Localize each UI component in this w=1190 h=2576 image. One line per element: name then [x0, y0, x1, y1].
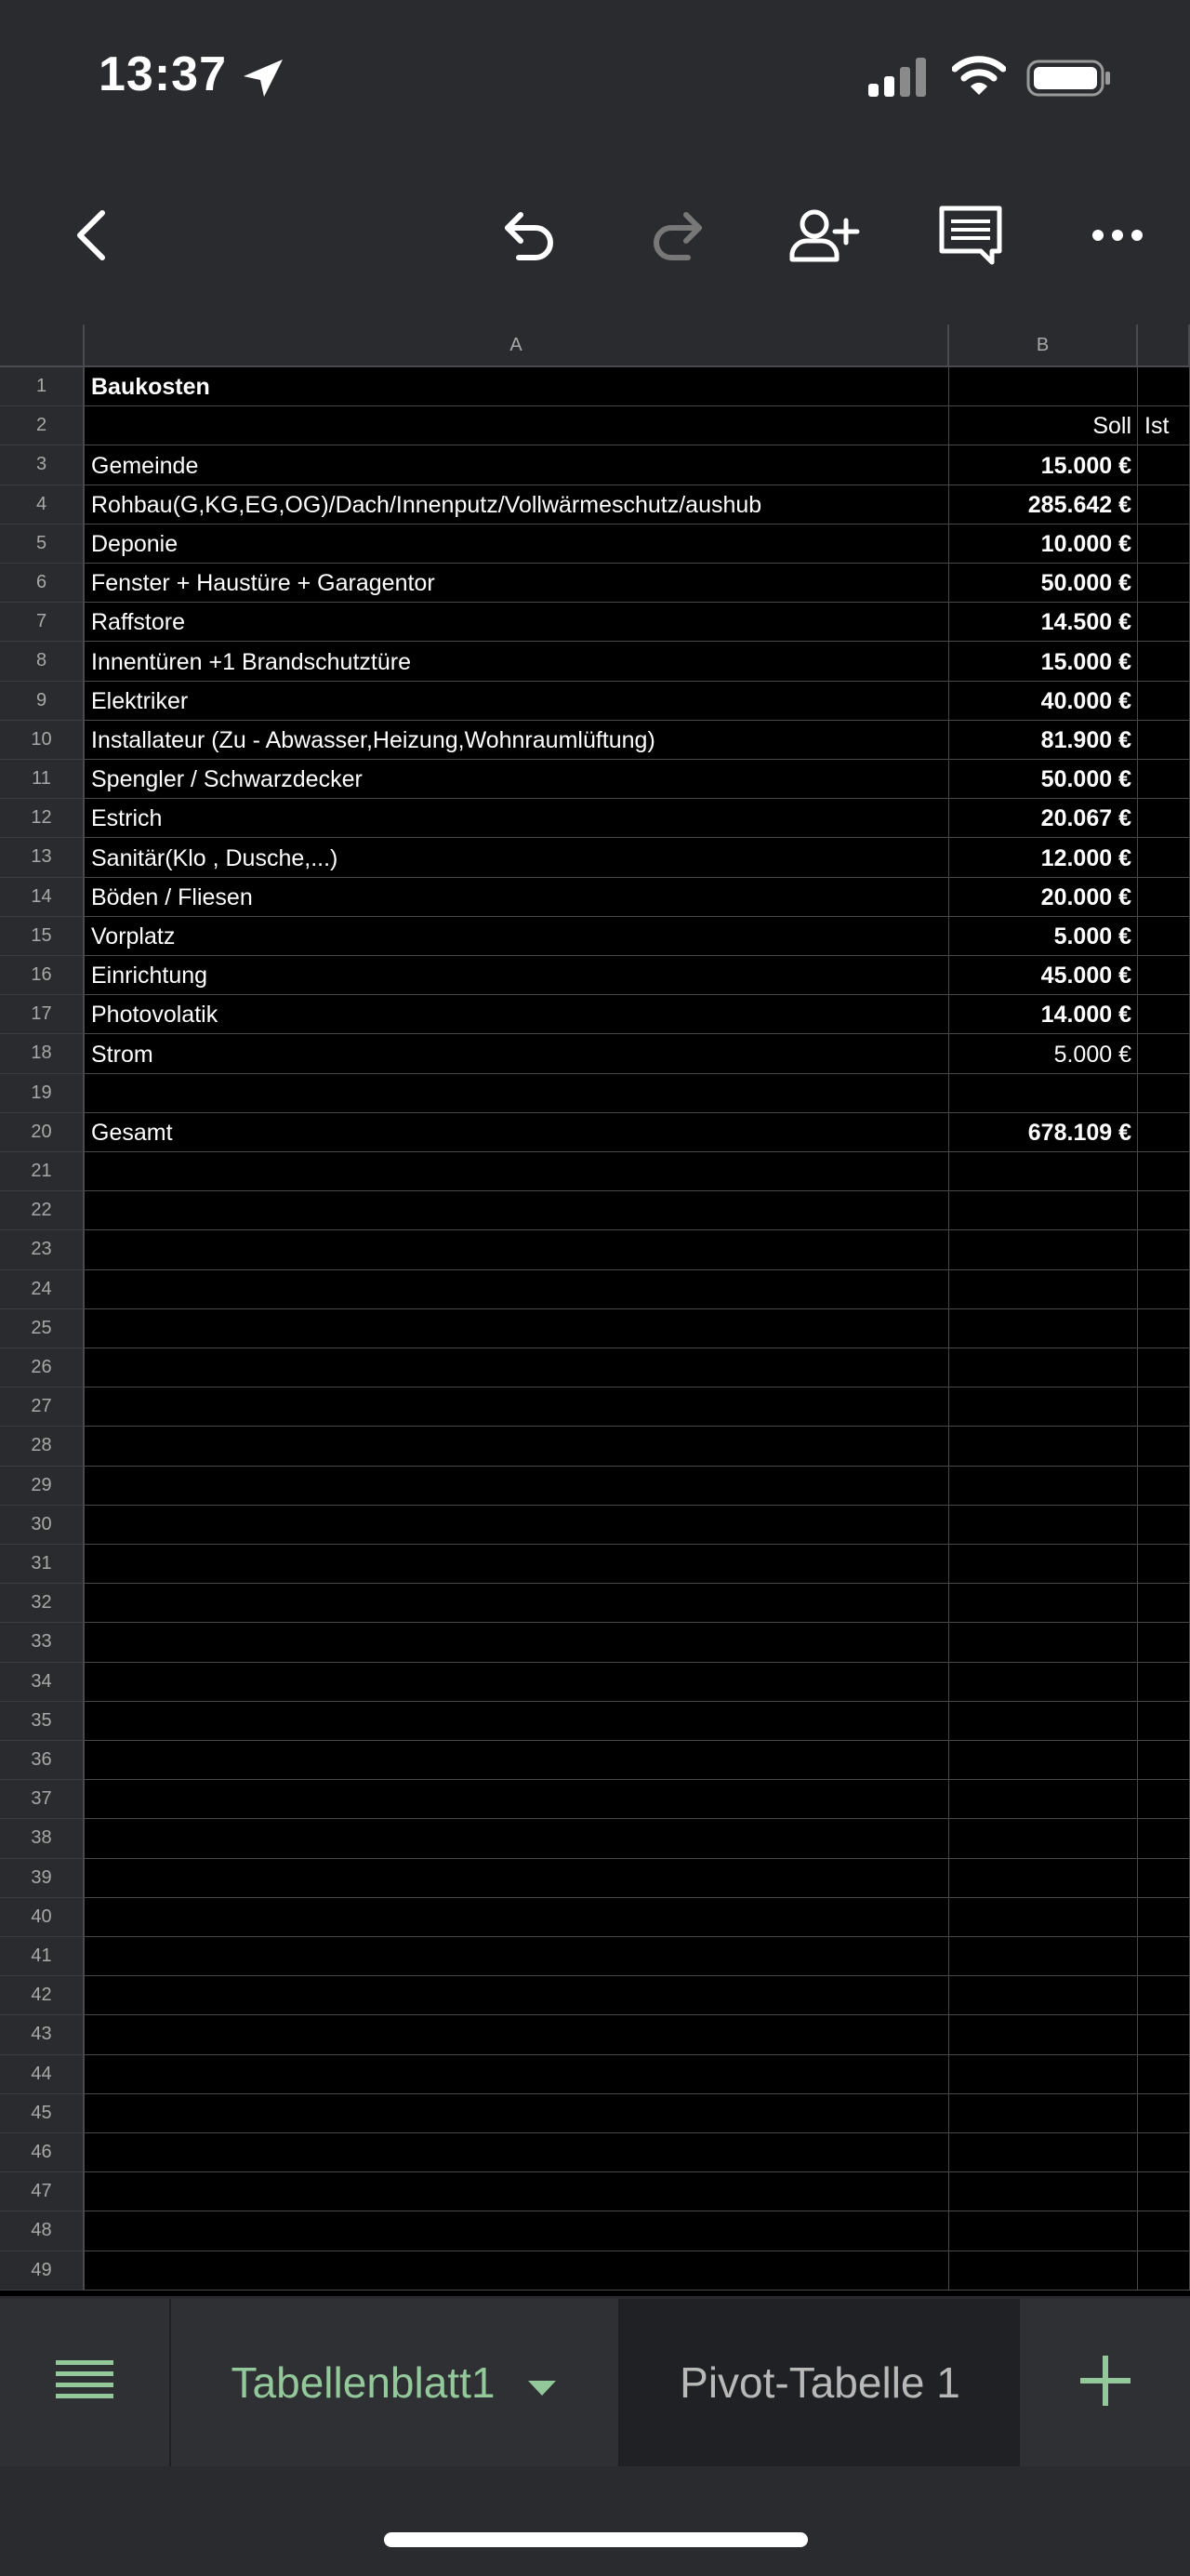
cell-a8[interactable]: Innentüren +1 Brandschutztüre: [85, 642, 949, 681]
cell-b36[interactable]: [949, 1741, 1138, 1780]
cell-a13[interactable]: Sanitär(Klo , Dusche,...): [85, 838, 949, 877]
cell-b41[interactable]: [949, 1937, 1138, 1976]
wifi-icon: [952, 56, 1006, 101]
cell-c26[interactable]: [1138, 1348, 1190, 1388]
cell-a3[interactable]: Gemeinde: [85, 445, 949, 485]
cell-a35[interactable]: [85, 1702, 949, 1741]
cell-c1[interactable]: [1138, 367, 1190, 406]
dropdown-arrow-icon[interactable]: [526, 2357, 558, 2408]
cell-a46[interactable]: [85, 2133, 949, 2172]
cell-c36[interactable]: [1138, 1741, 1190, 1780]
cell-a17[interactable]: Photovolatik: [85, 995, 949, 1034]
row-header[interactable]: 10: [0, 721, 85, 760]
cell-c6[interactable]: [1138, 564, 1190, 603]
row-header[interactable]: 6: [0, 564, 85, 603]
cell-b16[interactable]: 45.000 €: [949, 956, 1138, 995]
cell-b19[interactable]: [949, 1074, 1138, 1113]
cell-c44[interactable]: [1138, 2055, 1190, 2094]
cell-c43[interactable]: [1138, 2015, 1190, 2054]
cell-b40[interactable]: [949, 1898, 1138, 1937]
cell-b45[interactable]: [949, 2094, 1138, 2133]
cell-a16[interactable]: Einrichtung: [85, 956, 949, 995]
cell-b11[interactable]: 50.000 €: [949, 760, 1138, 799]
cell-c40[interactable]: [1138, 1898, 1190, 1937]
cell-a20[interactable]: Gesamt: [85, 1113, 949, 1152]
cell-b2[interactable]: Soll: [949, 406, 1138, 445]
cell-b43[interactable]: [949, 2015, 1138, 2054]
cell-c11[interactable]: [1138, 760, 1190, 799]
spreadsheet-grid[interactable]: [0, 325, 1190, 2296]
cell-a24[interactable]: [85, 1270, 949, 1309]
row-header[interactable]: 16: [0, 956, 85, 995]
cell-a19[interactable]: [85, 1074, 949, 1113]
comment-icon: [938, 205, 1003, 271]
row-header[interactable]: 1: [0, 367, 85, 406]
cell-b32[interactable]: [949, 1584, 1138, 1623]
row-header[interactable]: 30: [0, 1506, 85, 1545]
redo-icon: [647, 209, 707, 266]
redo-button[interactable]: [630, 186, 723, 288]
cell-c47[interactable]: [1138, 2172, 1190, 2211]
row-header[interactable]: 38: [0, 1819, 85, 1858]
cell-b42[interactable]: [949, 1976, 1138, 2015]
cell-c38[interactable]: [1138, 1819, 1190, 1858]
cell-c27[interactable]: [1138, 1388, 1190, 1427]
sheet-tab-bar: [0, 2299, 1190, 2466]
cell-a23[interactable]: [85, 1230, 949, 1269]
battery-icon: [1026, 60, 1112, 101]
row-header[interactable]: 9: [0, 682, 85, 721]
cell-a36[interactable]: [85, 1741, 949, 1780]
row-header[interactable]: 18: [0, 1034, 85, 1073]
cell-a7[interactable]: Raffstore: [85, 603, 949, 642]
cell-c49[interactable]: [1138, 2251, 1190, 2291]
cell-a25[interactable]: [85, 1309, 949, 1348]
cell-c41[interactable]: [1138, 1937, 1190, 1976]
cell-c33[interactable]: [1138, 1623, 1190, 1662]
cell-b24[interactable]: [949, 1270, 1138, 1309]
column-header-c[interactable]: [1138, 325, 1190, 367]
row-header[interactable]: 36: [0, 1741, 85, 1780]
more-icon: [1091, 229, 1144, 246]
cell-a9[interactable]: Elektriker: [85, 682, 949, 721]
cell-c45[interactable]: [1138, 2094, 1190, 2133]
row-header[interactable]: 32: [0, 1584, 85, 1623]
row-header[interactable]: 12: [0, 799, 85, 838]
row-header[interactable]: 15: [0, 917, 85, 956]
cellular-signal-icon: [868, 58, 930, 101]
select-all-corner[interactable]: [0, 325, 85, 367]
back-button[interactable]: [45, 186, 138, 288]
row-header[interactable]: 42: [0, 1976, 85, 2015]
add-sheet-button[interactable]: [1020, 2299, 1190, 2466]
cell-b7[interactable]: 14.500 €: [949, 603, 1138, 642]
cell-b8[interactable]: 15.000 €: [949, 642, 1138, 681]
row-header[interactable]: 4: [0, 485, 85, 524]
row-header[interactable]: 45: [0, 2094, 85, 2133]
home-indicator[interactable]: [384, 2532, 808, 2547]
cell-a1[interactable]: Baukosten: [85, 367, 949, 406]
status-time: 13:37: [99, 47, 227, 101]
cell-b3[interactable]: 15.000 €: [949, 445, 1138, 485]
cell-a45[interactable]: [85, 2094, 949, 2133]
cell-b30[interactable]: [949, 1506, 1138, 1545]
cell-a37[interactable]: [85, 1780, 949, 1819]
row-header[interactable]: 27: [0, 1388, 85, 1427]
cell-c3[interactable]: [1138, 445, 1190, 485]
row-header[interactable]: 24: [0, 1270, 85, 1309]
cell-b29[interactable]: [949, 1467, 1138, 1506]
cell-a11[interactable]: Spengler / Schwarzdecker: [85, 760, 949, 799]
cell-b34[interactable]: [949, 1663, 1138, 1702]
add-person-icon: [787, 207, 861, 268]
cell-a5[interactable]: Deponie: [85, 524, 949, 564]
share-add-person-button[interactable]: [777, 186, 870, 288]
cell-c42[interactable]: [1138, 1976, 1190, 2015]
cell-c13[interactable]: [1138, 838, 1190, 877]
toolbar: [0, 186, 1190, 325]
row-header[interactable]: 14: [0, 878, 85, 917]
row-header[interactable]: 19: [0, 1074, 85, 1113]
row-header[interactable]: 8: [0, 642, 85, 681]
location-arrow-icon: [240, 58, 286, 105]
cell-c10[interactable]: [1138, 721, 1190, 760]
more-options-button[interactable]: [1071, 186, 1164, 288]
row-header[interactable]: 2: [0, 406, 85, 445]
status-bar: [0, 0, 1190, 158]
cell-a2[interactable]: [85, 406, 949, 445]
row-header[interactable]: 48: [0, 2211, 85, 2251]
cell-c14[interactable]: [1138, 878, 1190, 917]
cell-a40[interactable]: [85, 1898, 949, 1937]
cell-b48[interactable]: [949, 2211, 1138, 2251]
cell-a44[interactable]: [85, 2055, 949, 2094]
plus-icon: [1078, 2354, 1132, 2412]
row-header[interactable]: 13: [0, 838, 85, 877]
cell-c21[interactable]: [1138, 1152, 1190, 1191]
cell-c5[interactable]: [1138, 524, 1190, 564]
comments-button[interactable]: [924, 186, 1017, 288]
cell-b14[interactable]: 20.000 €: [949, 878, 1138, 917]
cell-b5[interactable]: 10.000 €: [949, 524, 1138, 564]
cell-c15[interactable]: [1138, 917, 1190, 956]
cell-c24[interactable]: [1138, 1270, 1190, 1309]
row-header[interactable]: 41: [0, 1937, 85, 1976]
cell-b35[interactable]: [949, 1702, 1138, 1741]
column-header-a[interactable]: A: [85, 325, 949, 367]
cell-b18[interactable]: 5.000 €: [949, 1034, 1138, 1073]
cell-b28[interactable]: [949, 1427, 1138, 1466]
cell-b26[interactable]: [949, 1348, 1138, 1388]
cell-c30[interactable]: [1138, 1506, 1190, 1545]
cell-c17[interactable]: [1138, 995, 1190, 1034]
cell-a14[interactable]: Böden / Fliesen: [85, 878, 949, 917]
cell-a28[interactable]: [85, 1427, 949, 1466]
row-header[interactable]: 29: [0, 1467, 85, 1506]
cell-b12[interactable]: 20.067 €: [949, 799, 1138, 838]
row-header[interactable]: 34: [0, 1663, 85, 1702]
cell-c32[interactable]: [1138, 1584, 1190, 1623]
cell-c16[interactable]: [1138, 956, 1190, 995]
cell-a30[interactable]: [85, 1506, 949, 1545]
cell-c12[interactable]: [1138, 799, 1190, 838]
cell-b46[interactable]: [949, 2133, 1138, 2172]
list-menu-icon: [56, 2358, 113, 2408]
cell-c23[interactable]: [1138, 1230, 1190, 1269]
row-header[interactable]: 33: [0, 1623, 85, 1662]
cell-b44[interactable]: [949, 2055, 1138, 2094]
tab-label: Pivot-Tabelle 1: [680, 2358, 960, 2407]
cell-c31[interactable]: [1138, 1545, 1190, 1584]
cell-a42[interactable]: [85, 1976, 949, 2015]
cell-c28[interactable]: [1138, 1427, 1190, 1466]
cell-b4[interactable]: 285.642 €: [949, 485, 1138, 524]
row-header[interactable]: 35: [0, 1702, 85, 1741]
cell-c35[interactable]: [1138, 1702, 1190, 1741]
cell-c29[interactable]: [1138, 1467, 1190, 1506]
cell-a21[interactable]: [85, 1152, 949, 1191]
cell-b23[interactable]: [949, 1230, 1138, 1269]
cell-c22[interactable]: [1138, 1191, 1190, 1230]
cell-c48[interactable]: [1138, 2211, 1190, 2251]
cell-b1[interactable]: [949, 367, 1138, 406]
cell-b38[interactable]: [949, 1819, 1138, 1858]
cell-a41[interactable]: [85, 1937, 949, 1976]
row-header[interactable]: 43: [0, 2015, 85, 2054]
cell-a49[interactable]: [85, 2251, 949, 2291]
cell-a48[interactable]: [85, 2211, 949, 2251]
cell-c25[interactable]: [1138, 1309, 1190, 1348]
row-header[interactable]: 7: [0, 603, 85, 642]
cell-a22[interactable]: [85, 1191, 949, 1230]
cell-b21[interactable]: [949, 1152, 1138, 1191]
cell-b39[interactable]: [949, 1859, 1138, 1898]
row-header[interactable]: 46: [0, 2133, 85, 2172]
cell-a12[interactable]: Estrich: [85, 799, 949, 838]
cell-b10[interactable]: 81.900 €: [949, 721, 1138, 760]
cell-b20[interactable]: 678.109 €: [949, 1113, 1138, 1152]
row-header[interactable]: 23: [0, 1230, 85, 1269]
cell-a33[interactable]: [85, 1623, 949, 1662]
cell-a10[interactable]: Installateur (Zu - Abwasser,Heizung,Wohnraumlüftung): [85, 721, 949, 760]
row-header[interactable]: 49: [0, 2251, 85, 2291]
cell-c9[interactable]: [1138, 682, 1190, 721]
cell-b6[interactable]: 50.000 €: [949, 564, 1138, 603]
cell-a4[interactable]: Rohbau(G,KG,EG,OG)/Dach/Innenputz/Vollwärmeschutz/aushub: [85, 485, 949, 524]
cell-b9[interactable]: 40.000 €: [949, 682, 1138, 721]
cell-c46[interactable]: [1138, 2133, 1190, 2172]
cell-a29[interactable]: [85, 1467, 949, 1506]
cell-a18[interactable]: Strom: [85, 1034, 949, 1073]
tab-label: Tabellenblatt1: [231, 2358, 496, 2407]
cell-c34[interactable]: [1138, 1663, 1190, 1702]
row-header[interactable]: 37: [0, 1780, 85, 1819]
cell-c37[interactable]: [1138, 1780, 1190, 1819]
tab-pivot-tabelle-1[interactable]: [620, 2299, 1020, 2466]
cell-b49[interactable]: [949, 2251, 1138, 2291]
cell-a31[interactable]: [85, 1545, 949, 1584]
cell-b27[interactable]: [949, 1388, 1138, 1427]
row-header[interactable]: 39: [0, 1859, 85, 1898]
cell-a39[interactable]: [85, 1859, 949, 1898]
back-icon: [73, 209, 110, 266]
row-header[interactable]: 5: [0, 524, 85, 564]
cell-a26[interactable]: [85, 1348, 949, 1388]
tab-tabellenblatt1[interactable]: [171, 2299, 620, 2466]
cell-a6[interactable]: Fenster + Haustüre + Garagentor: [85, 564, 949, 603]
cell-c7[interactable]: [1138, 603, 1190, 642]
cell-b15[interactable]: 5.000 €: [949, 917, 1138, 956]
row-header[interactable]: 20: [0, 1113, 85, 1152]
cell-a34[interactable]: [85, 1663, 949, 1702]
undo-button[interactable]: [483, 186, 576, 288]
row-header[interactable]: 11: [0, 760, 85, 799]
cell-c8[interactable]: [1138, 642, 1190, 681]
undo-icon: [500, 209, 560, 266]
cell-a38[interactable]: [85, 1819, 949, 1858]
cell-b13[interactable]: 12.000 €: [949, 838, 1138, 877]
row-header[interactable]: 21: [0, 1152, 85, 1191]
row-header[interactable]: 28: [0, 1427, 85, 1466]
row-header[interactable]: 40: [0, 1898, 85, 1937]
cell-b25[interactable]: [949, 1309, 1138, 1348]
row-header[interactable]: 3: [0, 445, 85, 485]
cell-b17[interactable]: 14.000 €: [949, 995, 1138, 1034]
cell-b33[interactable]: [949, 1623, 1138, 1662]
row-header[interactable]: 26: [0, 1348, 85, 1388]
cell-c19[interactable]: [1138, 1074, 1190, 1113]
cell-b22[interactable]: [949, 1191, 1138, 1230]
row-header[interactable]: 31: [0, 1545, 85, 1584]
column-header-b[interactable]: B: [949, 325, 1138, 367]
row-header[interactable]: 47: [0, 2172, 85, 2211]
cell-b31[interactable]: [949, 1545, 1138, 1584]
cell-a47[interactable]: [85, 2172, 949, 2211]
cell-c2[interactable]: Ist: [1138, 406, 1190, 445]
row-header[interactable]: 44: [0, 2055, 85, 2094]
cell-c20[interactable]: [1138, 1113, 1190, 1152]
row-header[interactable]: 22: [0, 1191, 85, 1230]
row-header[interactable]: 25: [0, 1309, 85, 1348]
cell-c18[interactable]: [1138, 1034, 1190, 1073]
cell-b47[interactable]: [949, 2172, 1138, 2211]
sheet-list-button[interactable]: [0, 2299, 171, 2466]
cell-c4[interactable]: [1138, 485, 1190, 524]
cell-a27[interactable]: [85, 1388, 949, 1427]
cell-b37[interactable]: [949, 1780, 1138, 1819]
row-header[interactable]: 17: [0, 995, 85, 1034]
cell-a43[interactable]: [85, 2015, 949, 2054]
cell-a15[interactable]: Vorplatz: [85, 917, 949, 956]
cell-a32[interactable]: [85, 1584, 949, 1623]
cell-c39[interactable]: [1138, 1859, 1190, 1898]
